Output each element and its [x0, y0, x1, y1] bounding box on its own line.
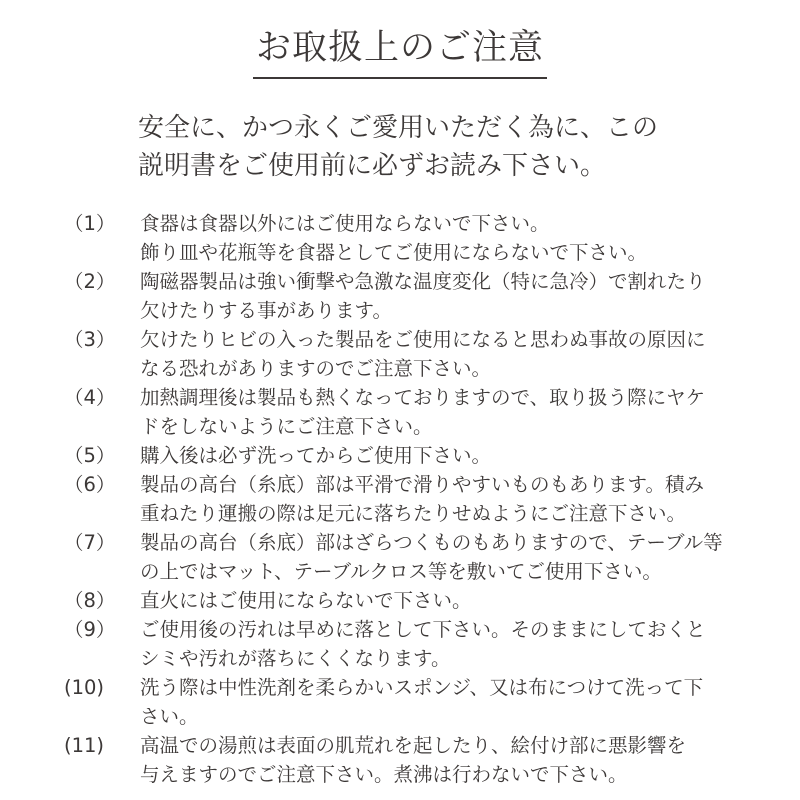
item-text [140, 470, 764, 528]
item-text-line: 製品の高台（糸底）部はざらつくものもありますので、テーブル等 [140, 531, 723, 554]
item-text-line: 重ねたり運搬の際は足元に落ちたりせぬようにご注意下さい。 [140, 502, 687, 525]
item-text-line: 陶磁器製品は強い衝撃や急激な温度変化（特に急冷）で割れたり [140, 270, 706, 293]
intro-text [0, 109, 800, 185]
item-text-line: なる恐れがありますのでご注意下さい。 [140, 357, 492, 380]
list-item [64, 528, 764, 586]
list-item [64, 267, 764, 325]
item-text [140, 441, 764, 470]
item-number: （6） [64, 473, 116, 496]
item-text-line: 製品の高台（糸底）部は平滑で滑りやすいものもあります。積み [140, 473, 704, 496]
item-text-line: 与えますのでご注意下さい。煮沸は行わないで下さい。 [140, 763, 628, 786]
item-text [140, 267, 764, 325]
item-text-line: ご使用後の汚れは早めに落として下さい。そのままにしておくと [140, 618, 706, 641]
item-text-line: 欠けたりヒビの入った製品をご使用になると思わぬ事故の原因に [140, 328, 706, 351]
item-number: (10) [64, 676, 105, 699]
list-item [64, 615, 764, 673]
list-item [64, 441, 764, 470]
page-title-text: お取扱上のご注意 [253, 20, 547, 79]
item-number: （7） [64, 531, 116, 554]
item-text-line: の上ではマット、テーブルクロス等を敷いてご使用下さい。 [140, 560, 662, 583]
item-text-line: さい。 [140, 705, 199, 728]
item-text-line: ドをしないようにご注意下さい。 [140, 415, 433, 438]
item-text-line: シミや汚れが落ちにくくなります。 [140, 647, 451, 670]
item-text-line: 洗う際は中性洗剤を柔らかいスポンジ、又は布につけて洗って下 [140, 676, 704, 699]
list-item [64, 586, 764, 615]
item-text [140, 325, 764, 383]
item-number: (11) [64, 734, 105, 757]
list-item [64, 470, 764, 528]
item-text [140, 731, 764, 789]
item-text-line: 飾り皿や花瓶等を食器としてご使用にならないで下さい。 [140, 241, 648, 264]
page-title [0, 20, 800, 79]
list-item [64, 731, 764, 789]
item-text-line: 欠けたりする事があります。 [140, 299, 392, 322]
item-number: （8） [64, 589, 116, 612]
list-item [64, 209, 764, 267]
item-number: （3） [64, 328, 116, 351]
intro-line-2: 説明書をご使用前に必ずお読み下さい。 [138, 151, 607, 181]
item-text-line: 直火にはご使用にならないで下さい。 [140, 589, 472, 612]
item-text [140, 528, 764, 586]
item-text-line: 加熱調理後は製品も熱くなっておりますので、取り扱う際にヤケ [140, 386, 706, 409]
item-text-line: 食器は食器以外にはご使用ならないで下さい。 [140, 212, 550, 235]
list-item [64, 325, 764, 383]
item-number: （2） [64, 270, 116, 293]
list-item [64, 673, 764, 731]
item-text [140, 586, 764, 615]
item-text [140, 209, 764, 267]
item-number: （9） [64, 618, 116, 641]
item-text [140, 383, 764, 441]
item-number: （1） [64, 212, 116, 235]
item-number: （4） [64, 386, 116, 409]
intro-line-1: 安全に、かつ永くご愛用いただく為に、この [138, 113, 659, 143]
list-item [64, 383, 764, 441]
precaution-list [0, 209, 800, 789]
item-text-line: 高温での湯煎は表面の肌荒れを起したり、絵付け部に悪影響を [140, 734, 687, 757]
item-number: （5） [64, 444, 116, 467]
item-text-line: 購入後は必ず洗ってからご使用下さい。 [140, 444, 492, 467]
item-text [140, 673, 764, 731]
item-text [140, 615, 764, 673]
